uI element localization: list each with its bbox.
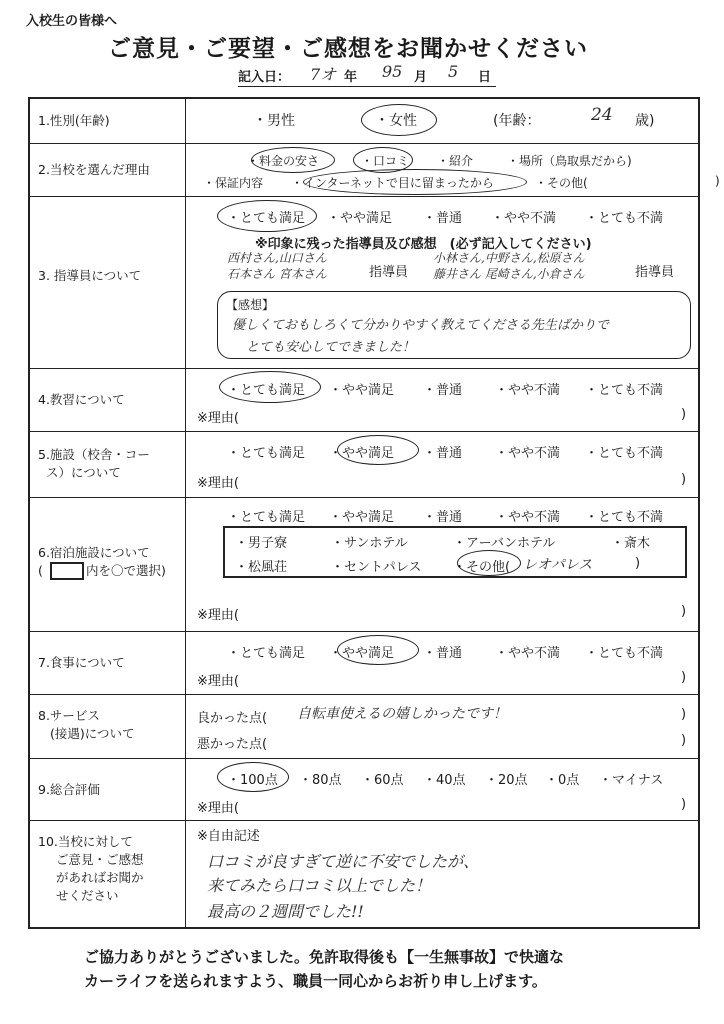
selection-circle [361,104,437,136]
instructor-note: ※印象に残った指導員及び感想 (必ず記入してください) [255,237,592,252]
row-service [30,695,698,759]
row-label: 2.当校を選んだ理由 [38,162,150,177]
row-label: ( [38,563,43,578]
free-comment-text: 来てみたら口コミ以上でした！ [207,876,432,895]
score-60[interactable]: ・60点 [361,773,404,788]
good-points-label: 良かった点( [197,711,268,726]
row-label: ス）について [46,465,121,480]
row-label: ご意見・ご感想 [56,852,144,867]
impression-box [217,291,691,359]
selection-circle [219,371,321,403]
score-minus[interactable]: ・マイナス [599,773,664,788]
row-overall [30,759,698,821]
bad-points-label: 悪かった点( [197,737,268,752]
reason-close: ) [681,797,687,812]
hotel-dorm[interactable]: ・男子寮 [235,536,288,551]
row-label: せください [56,888,119,903]
score-100[interactable]: ・100点 [227,773,278,788]
option-very-dissatisfied[interactable]: ・とても不満 [585,383,664,398]
selection-circle [337,435,419,465]
reason-close: ) [681,604,687,619]
footer-line: カーライフを送られますよう、職員一同心からお祈り申し上げます。 [84,972,547,990]
row-label: 4.教習について [38,392,125,407]
date-day: 5 [448,62,459,81]
option-very-dissatisfied[interactable]: ・とても不満 [585,211,664,226]
box-icon [50,562,84,580]
page-title: ご意見・ご要望・ご感想をお聞かせください [108,36,588,62]
option-somewhat-dissatisfied[interactable]: ・やや不満 [491,211,557,226]
impression-text: 優しくておもしろくて分かりやすく教えてくださる先生ばかりで [232,318,610,333]
free-comment-label: ※自由記述 [197,829,260,844]
score-20[interactable]: ・20点 [485,773,528,788]
date-month: 95 [382,62,403,81]
option-somewhat-dissatisfied[interactable]: ・やや不満 [495,646,561,661]
option-somewhat-satisfied[interactable]: ・やや満足 [329,446,395,461]
row-label: 9.総合評価 [38,782,100,797]
reason-label: ※理由( [197,476,239,491]
row-facilities [30,432,698,498]
hotel-shofuso[interactable]: ・松風荘 [235,560,288,575]
row-instructors [30,197,698,369]
free-comment-text: 口コミが良すぎて逆に不安でしたが、 [207,852,480,871]
reason-word-of-mouth[interactable]: ・口コミ [361,154,410,168]
instructor-names: 藤井さん 尾崎さん,小倉さん [433,267,585,281]
good-close: ) [681,707,687,722]
option-very-satisfied[interactable]: ・とても満足 [227,510,306,525]
hotel-choice-box [223,526,687,578]
hotel-other[interactable]: ・その他( [453,560,511,575]
row-reason [30,144,720,197]
selection-circle [457,550,521,576]
option-very-satisfied[interactable]: ・とても満足 [227,383,306,398]
row-label: (接遇)について [50,726,135,741]
instructor-names: 小林さん,中野さん,松原さん [433,251,585,265]
reason-internet[interactable]: ・インターネットで目に留まったから [291,176,494,190]
option-very-dissatisfied[interactable]: ・とても不満 [585,446,664,461]
hotel-st-palace[interactable]: ・セントパレス [331,560,422,575]
option-somewhat-dissatisfied[interactable]: ・やや不満 [495,510,561,525]
day-unit: 日 [478,70,492,85]
option-neutral[interactable]: ・普通 [423,510,463,525]
row-lessons [30,369,698,432]
hotel-urban[interactable]: ・アーバンホテル [453,536,556,551]
hotel-saiki[interactable]: ・斎木 [611,536,651,551]
staff-word: 指導員 [369,265,409,280]
option-female[interactable]: ・女性 [375,113,417,129]
reason-label: ※理由( [197,411,239,426]
option-neutral[interactable]: ・普通 [423,646,463,661]
reason-close: ) [681,407,687,422]
option-somewhat-dissatisfied[interactable]: ・やや不満 [495,383,561,398]
reason-location[interactable]: ・場所（鳥取県だから) [507,154,632,168]
reason-referral[interactable]: ・紹介 [437,154,474,168]
date-label: 記入日： [238,70,291,85]
option-very-dissatisfied[interactable]: ・とても不満 [585,510,664,525]
hotel-other-value: レオパレス [523,557,593,573]
option-very-satisfied[interactable]: ・とても満足 [227,646,306,661]
selection-circle [337,635,419,665]
row-free-comment [30,821,698,927]
reason-label: ※理由( [197,608,239,623]
reason-other-close: ) [715,174,720,188]
good-points-value: 自転車使えるの嬉しかったです！ [297,706,507,722]
row-label: があればお聞か [56,870,144,885]
selection-circle [217,762,289,792]
staff-word: 指導員 [635,265,675,280]
option-somewhat-satisfied[interactable]: ・やや満足 [329,383,395,398]
row-label: 7.食事について [38,655,125,670]
option-neutral[interactable]: ・普通 [423,211,463,226]
survey-table [28,97,720,929]
selection-circle [303,169,527,195]
row-lodging [30,498,698,632]
score-40[interactable]: ・40点 [423,773,466,788]
row-meals [30,632,698,695]
reason-warranty[interactable]: ・保証内容 [203,176,264,190]
reason-label: ※理由( [197,801,239,816]
option-neutral[interactable]: ・普通 [423,383,463,398]
hotel-other-close: ) [635,556,641,571]
free-comment-text: 最高の２週間でした!! [207,902,364,921]
option-somewhat-dissatisfied[interactable]: ・やや不満 [495,446,561,461]
row-label: 3. 指導員について [38,268,142,283]
reason-price[interactable]: ・料金の安さ [247,154,320,168]
date-year: 7オ [310,65,337,84]
row-label: 5.施設（校舎・コー [38,447,150,462]
reason-close: ) [681,670,687,685]
reason-close: ) [681,472,687,487]
impression-text: とても安心してできました！ [246,340,416,355]
instructor-names: 石本さん 宮本さん [227,267,327,281]
header-tag: 入校生の皆様へ [26,14,118,29]
score-80[interactable]: ・80点 [299,773,342,788]
option-somewhat-satisfied[interactable]: ・やや満足 [327,211,393,226]
hotel-sun[interactable]: ・サンホテル [331,536,408,551]
option-somewhat-satisfied[interactable]: ・やや満足 [329,510,395,525]
row-label: 6.宿泊施設について [38,545,150,560]
row-label: 内を〇で選択) [86,563,166,578]
bad-close: ) [681,733,687,748]
row-label: 1.性別(年齢) [38,113,110,128]
option-very-satisfied[interactable]: ・とても満足 [227,211,306,226]
reason-label: ※理由( [197,674,239,689]
option-very-dissatisfied[interactable]: ・とても不満 [585,646,664,661]
instructor-names: 西村さん,山口さん [227,251,327,265]
option-male[interactable]: ・男性 [253,113,295,129]
date-line [238,62,496,87]
month-unit: 月 [414,70,428,85]
footer-line: ご協力ありがとうございました。免許取得後も【一生無事故】で快適な [84,948,565,966]
selection-circle [217,200,317,232]
year-unit: 年 [344,70,358,85]
selection-circle [251,147,335,173]
impression-label: 【感想】 [226,298,275,312]
row-label: 8.サービス [38,708,100,723]
age-close: 歳) [635,113,655,129]
option-neutral[interactable]: ・普通 [423,446,463,461]
reason-other[interactable]: ・その他( [535,176,588,190]
row-label: 10.当校に対して [38,834,133,849]
score-0[interactable]: ・0点 [545,773,580,788]
row-gender [30,99,698,144]
age-value: 24 [591,105,613,125]
age-open: (年齢： [493,113,541,129]
option-very-satisfied[interactable]: ・とても満足 [227,446,306,461]
option-somewhat-satisfied[interactable]: ・やや満足 [329,646,395,661]
